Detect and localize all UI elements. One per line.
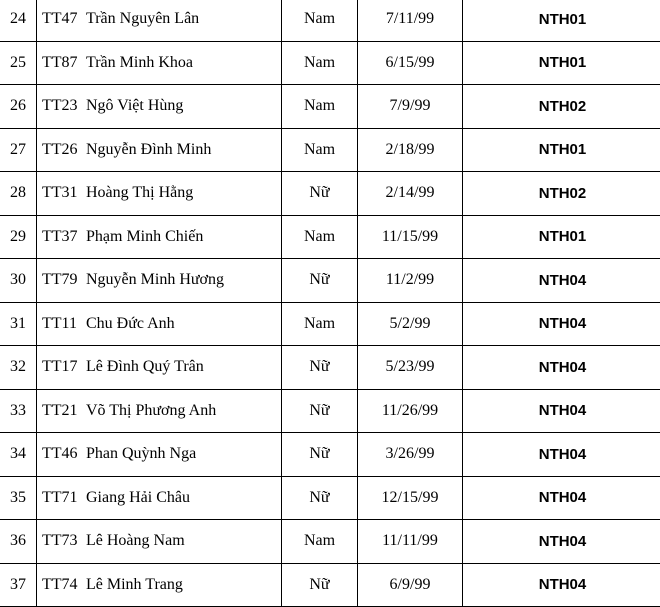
birth-date-cell: 11/11/99 (358, 520, 463, 564)
student-code: TT23 (42, 97, 78, 115)
birth-date-cell: 7/11/99 (358, 0, 463, 41)
row-number: 24 (0, 0, 37, 41)
row-number: 28 (0, 172, 37, 216)
table-row (0, 563, 660, 607)
row-number: 26 (0, 85, 37, 129)
class-code-cell: NTH04 (463, 563, 660, 607)
student-code: TT71 (42, 488, 78, 506)
gender-cell: Nam (282, 520, 358, 564)
student-name: Phạm Minh Chiến (86, 227, 204, 245)
birth-date-cell: 11/2/99 (358, 259, 463, 303)
class-code-cell: NTH04 (463, 476, 660, 520)
birth-date-cell: 11/15/99 (358, 215, 463, 259)
birth-date-cell: 2/18/99 (358, 128, 463, 172)
row-number: 25 (0, 41, 37, 85)
class-code-cell: NTH01 (463, 128, 660, 172)
student-name: Chu Đức Anh (86, 314, 175, 332)
student-name: Phan Quỳnh Nga (86, 445, 197, 463)
gender-cell: Nam (282, 302, 358, 346)
row-number: 35 (0, 476, 37, 520)
student-name: Hoàng Thị Hằng (86, 184, 194, 202)
student-name: Nguyễn Đình Minh (86, 140, 212, 158)
birth-date-cell: 3/26/99 (358, 433, 463, 477)
row-number: 37 (0, 563, 37, 607)
student-cell (37, 128, 282, 172)
student-code: TT37 (42, 227, 78, 245)
student-cell (37, 520, 282, 564)
gender-cell: Nam (282, 128, 358, 172)
row-number: 29 (0, 215, 37, 259)
student-cell (37, 389, 282, 433)
row-number: 30 (0, 259, 37, 303)
student-code: TT47 (42, 10, 78, 28)
gender-cell: Nữ (282, 476, 358, 520)
student-name: Giang Hải Châu (86, 488, 190, 506)
class-code-cell: NTH04 (463, 433, 660, 477)
table-row (0, 433, 660, 477)
student-cell (37, 302, 282, 346)
birth-date-cell: 2/14/99 (358, 172, 463, 216)
student-code: TT26 (42, 140, 78, 158)
student-code: TT74 (42, 575, 78, 593)
student-name: Lê Minh Trang (86, 575, 183, 593)
table-row (0, 128, 660, 172)
table-row (0, 520, 660, 564)
student-cell (37, 433, 282, 477)
student-name: Nguyễn Minh Hương (86, 271, 225, 289)
row-number: 33 (0, 389, 37, 433)
gender-cell: Nữ (282, 389, 358, 433)
student-name: Ngô Việt Hùng (86, 97, 184, 115)
class-code-cell: NTH04 (463, 389, 660, 433)
row-number: 27 (0, 128, 37, 172)
birth-date-cell: 5/23/99 (358, 346, 463, 390)
student-cell (37, 85, 282, 129)
student-cell (37, 41, 282, 85)
gender-cell: Nữ (282, 563, 358, 607)
student-cell (37, 0, 282, 41)
table-row (0, 302, 660, 346)
table-row (0, 346, 660, 390)
student-code: TT79 (42, 271, 78, 289)
student-code: TT73 (42, 532, 78, 550)
student-name: Lê Hoàng Nam (86, 532, 185, 550)
table-row (0, 476, 660, 520)
student-cell (37, 172, 282, 216)
student-cell (37, 563, 282, 607)
class-code-cell: NTH01 (463, 0, 660, 41)
birth-date-cell: 6/15/99 (358, 41, 463, 85)
gender-cell: Nam (282, 215, 358, 259)
student-cell (37, 476, 282, 520)
class-code-cell: NTH04 (463, 259, 660, 303)
birth-date-cell: 7/9/99 (358, 85, 463, 129)
birth-date-cell: 6/9/99 (358, 563, 463, 607)
class-code-cell: NTH04 (463, 520, 660, 564)
birth-date-cell: 5/2/99 (358, 302, 463, 346)
student-code: TT21 (42, 401, 78, 419)
student-name: Trần Nguyên Lân (86, 10, 200, 28)
class-code-cell: NTH01 (463, 41, 660, 85)
student-code: TT17 (42, 358, 78, 376)
gender-cell: Nam (282, 0, 358, 41)
student-name: Lê Đình Quý Trân (86, 358, 204, 376)
table-row (0, 215, 660, 259)
gender-cell: Nữ (282, 346, 358, 390)
student-cell (37, 259, 282, 303)
row-number: 32 (0, 346, 37, 390)
gender-cell: Nam (282, 41, 358, 85)
class-code-cell: NTH02 (463, 172, 660, 216)
student-code: TT87 (42, 53, 78, 71)
student-code: TT11 (42, 314, 77, 332)
row-number: 31 (0, 302, 37, 346)
gender-cell: Nữ (282, 259, 358, 303)
class-code-cell: NTH04 (463, 346, 660, 390)
gender-cell: Nữ (282, 172, 358, 216)
table-row (0, 172, 660, 216)
student-name: Võ Thị Phương Anh (86, 401, 217, 419)
student-cell (37, 215, 282, 259)
student-cell (37, 346, 282, 390)
class-code-cell: NTH01 (463, 215, 660, 259)
student-name: Trần Minh Khoa (86, 53, 193, 71)
gender-cell: Nam (282, 85, 358, 129)
birth-date-cell: 12/15/99 (358, 476, 463, 520)
row-number: 36 (0, 520, 37, 564)
table-row (0, 389, 660, 433)
class-code-cell: NTH02 (463, 85, 660, 129)
birth-date-cell: 11/26/99 (358, 389, 463, 433)
gender-cell: Nữ (282, 433, 358, 477)
row-number: 34 (0, 433, 37, 477)
class-code-cell: NTH04 (463, 302, 660, 346)
table-row (0, 0, 660, 41)
table-row (0, 41, 660, 85)
student-code: TT31 (42, 184, 78, 202)
table-row (0, 85, 660, 129)
table-row (0, 259, 660, 303)
student-code: TT46 (42, 445, 78, 463)
